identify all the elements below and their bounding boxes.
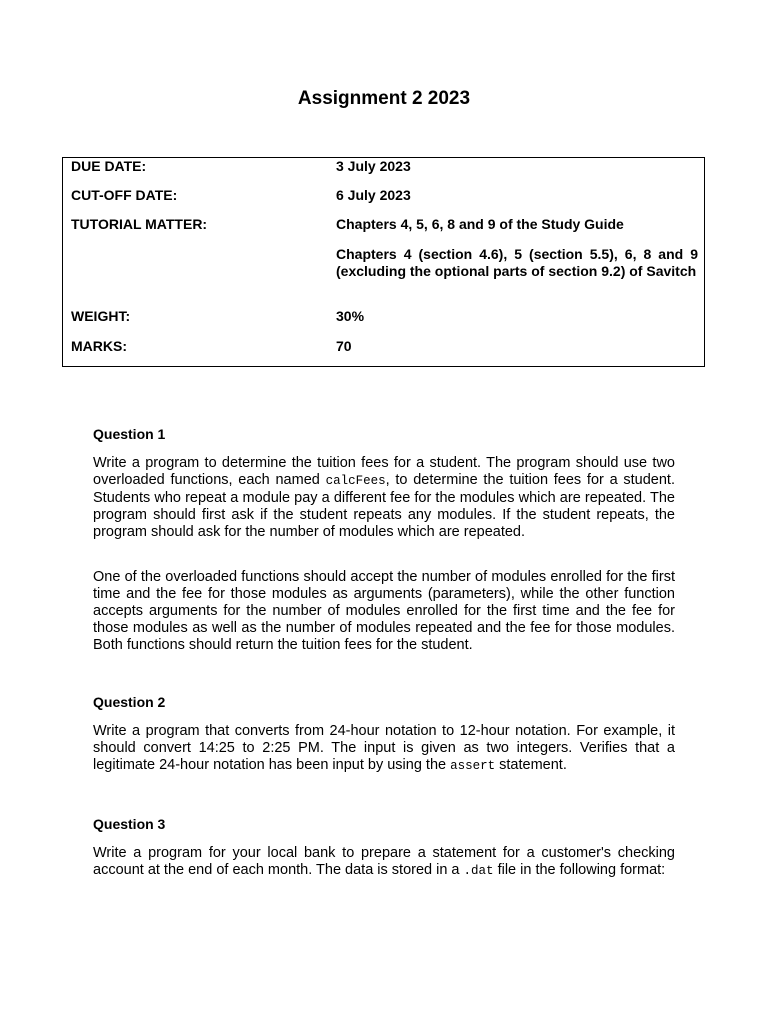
question-2-heading: Question 2 [93, 694, 166, 710]
calcfees-code: calcFees [325, 474, 386, 488]
due-date-label: DUE DATE: [71, 158, 147, 174]
question-1-heading: Question 1 [93, 426, 166, 442]
question-2-paragraph: Write a program that converts from 24-hour notation to 12-hour notation. For example, it should convert 14:25 to 2:25 PM. The input is given as two integers. Verifies that a legitimate 24-hour notation has been input by using the assert statement. [93, 723, 675, 773]
tutorial-matter-value-study-guide: Chapters 4, 5, 6, 8 and 9 of the Study Guide [336, 216, 624, 232]
tutorial-matter-label: TUTORIAL MATTER: [71, 216, 208, 232]
assert-code: assert [450, 759, 496, 773]
page-title: Assignment 2 2023 [297, 88, 471, 109]
weight-value: 30% [336, 308, 365, 324]
cutoff-date-value: 6 July 2023 [336, 187, 411, 203]
assignment-info-table [62, 157, 705, 367]
question-1-paragraph-2: One of the overloaded functions should accept the number of modules enrolled for the first time and the fee for those modules as arguments (parameters), while the other function accepts arguments for the number of modules enrolled for the first time and the fee for those modules as well as the number of modules repeated and the fee for those modules. Both functions should return the tuition fees for the student. [93, 569, 675, 653]
dat-code: .dat [463, 864, 494, 878]
weight-label: WEIGHT: [71, 308, 131, 324]
marks-label: MARKS: [71, 338, 127, 354]
due-date-value: 3 July 2023 [336, 158, 411, 174]
cutoff-date-label: CUT-OFF DATE: [71, 187, 178, 203]
tutorial-matter-value-savitch: Chapters 4 (section 4.6), 5 (section 5.5), 6, 8 and 9 (excluding the optional parts of section 9.2) of Savitch [336, 246, 698, 279]
question-3-paragraph: Write a program for your local bank to prepare a statement for a customer's checking account at the end of each month. The data is stored in a .dat file in the following format: [93, 845, 675, 878]
question-3-heading: Question 3 [93, 816, 166, 832]
question-1-paragraph-1: Write a program to determine the tuition fees for a student. The program should use two overloaded functions, each named calcFees, to determine the tuition fees for a student. Students who repeat a module pay a different fee for the modules which are repeated. The program should first ask if the student repeats any modules. If the student repeats, the program should ask for the number of modules which are repeated. [93, 455, 675, 540]
marks-value: 70 [336, 338, 352, 354]
